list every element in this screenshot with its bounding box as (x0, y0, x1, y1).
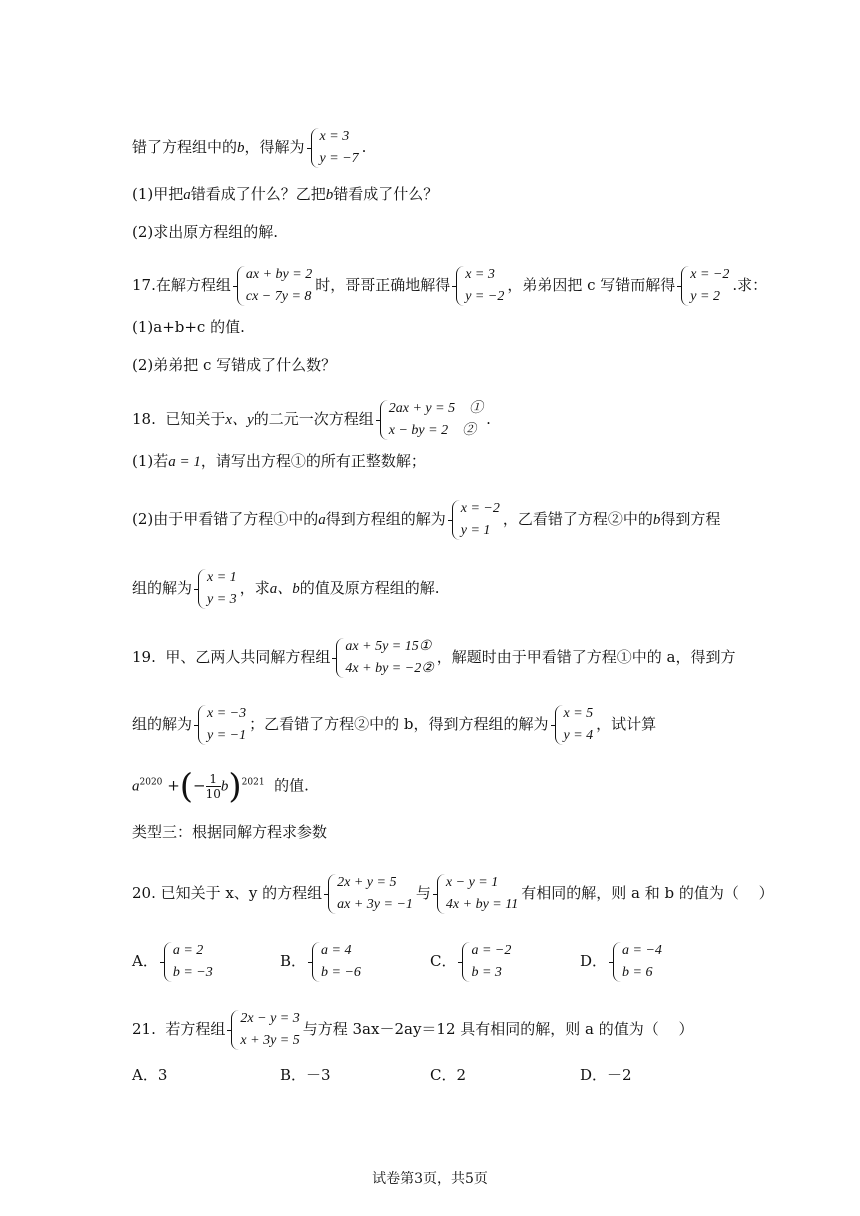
solution-system: x = 1 y = 3 (195, 567, 237, 611)
equation-system: ax + by = 2 cx − 7y = 8 (234, 264, 312, 308)
q21-stem: 21. 若方程组 2x − y = 3 x + 3y = 5 与方程 3ax－2ay＝12 具有相同的解，则 a 的值为（ ） (132, 1008, 694, 1052)
q19-expression: $a^{2020}$ +(− $\frac{1}{10}b)^{2021}$ 的值. (132, 766, 309, 807)
solution-system: x = 3 y = −7 (308, 126, 359, 170)
option-d[interactable]: D．－2 (580, 1066, 632, 1084)
option-c[interactable]: C． a = −2 b = 3 (430, 940, 514, 984)
q20-stem: 20. 已知关于 x、y 的方程组 2x + y = 5 ax + 3y = −1 与 x − y = 1 4x + by = 11 有相同的解，则 a 和 b 的值为（ ） (132, 872, 774, 916)
q18-part3: 组的解为 x = 1 y = 3 ，求a、b的值及原方程组的解. (132, 567, 440, 611)
option-system: a = −2 b = 3 (459, 940, 511, 984)
fraction: $\frac{1}{10}$ (205, 772, 221, 801)
solution-system: x = −2 y = 1 (449, 498, 500, 542)
q18-stem: 18. 已知关于x、y的二元一次方程组 2ax + y = 5 ① x − by = 2 ② . (132, 398, 491, 442)
option-a[interactable]: A．3 (132, 1066, 168, 1084)
option-a[interactable]: A． a = 2 b = −3 (132, 940, 216, 984)
intro-line: 错了方程组中的b，得解为 x = 3 y = −7 . (132, 126, 366, 170)
q18-part1: (1)若a = 1，请写出方程①的所有正整数解； (132, 452, 426, 470)
option-system: a = −4 b = 6 (610, 940, 662, 984)
option-system: a = 4 b = −6 (309, 940, 361, 984)
q16-part1: (1)甲把a错看成了什么？乙把b错看成了什么？ (132, 185, 439, 203)
equation-system: 2x + y = 5 ax + 3y = −1 (325, 872, 413, 916)
option-c[interactable]: C．2 (430, 1066, 467, 1084)
q19-stem: 19. 甲、乙两人共同解方程组 ax + 5y = 15① 4x + by = −2② ，解题时由于甲看错了方程①中的 a，得到方 (132, 636, 735, 680)
section-heading: 类型三：根据同解方程求参数 (132, 823, 328, 841)
solution-system: x = −3 y = −1 (195, 703, 246, 747)
q18-part2: (2)由于甲看错了方程①中的a得到方程组的解为 x = −2 y = 1 ，乙看错了方程②中的b得到方程 (132, 498, 720, 542)
equation-system: 2ax + y = 5 ① x − by = 2 ② (377, 398, 483, 442)
solution-system: x = 5 y = 4 (552, 703, 594, 747)
q19-line2: 组的解为 x = −3 y = −1 ；乙看错了方程②中的 b，得到方程组的解为 x = 5 y = 4 ，试计算 (132, 703, 656, 747)
q17-part1: (1)a+b+c 的值. (132, 318, 245, 336)
option-system: a = 2 b = −3 (161, 940, 213, 984)
page-footer: 试卷第3页，共5页 (372, 1171, 488, 1187)
option-b[interactable]: B．－3 (280, 1066, 331, 1084)
equation-system: 2x − y = 3 x + 3y = 5 (228, 1008, 299, 1052)
solution-system: x = −2 y = 2 (678, 264, 729, 308)
option-b[interactable]: B． a = 4 b = −6 (280, 940, 364, 984)
equation-system: ax + 5y = 15① 4x + by = −2② (333, 636, 433, 680)
q17-stem: 17.在解方程组 ax + by = 2 cx − 7y = 8 时，哥哥正确地解得 x = 3 y = −2 ，弟弟因把 c 写错而解得 x = −2 y = 2 .求： (132, 264, 767, 308)
solution-system: x = 3 y = −2 (453, 264, 504, 308)
q16-part2: (2)求出原方程组的解. (132, 223, 279, 241)
option-d[interactable]: D． a = −4 b = 6 (580, 940, 665, 984)
q17-part2: (2)弟弟把 c 写错成了什么数？ (132, 356, 337, 374)
equation-system: x − y = 1 4x + by = 11 (434, 872, 518, 916)
